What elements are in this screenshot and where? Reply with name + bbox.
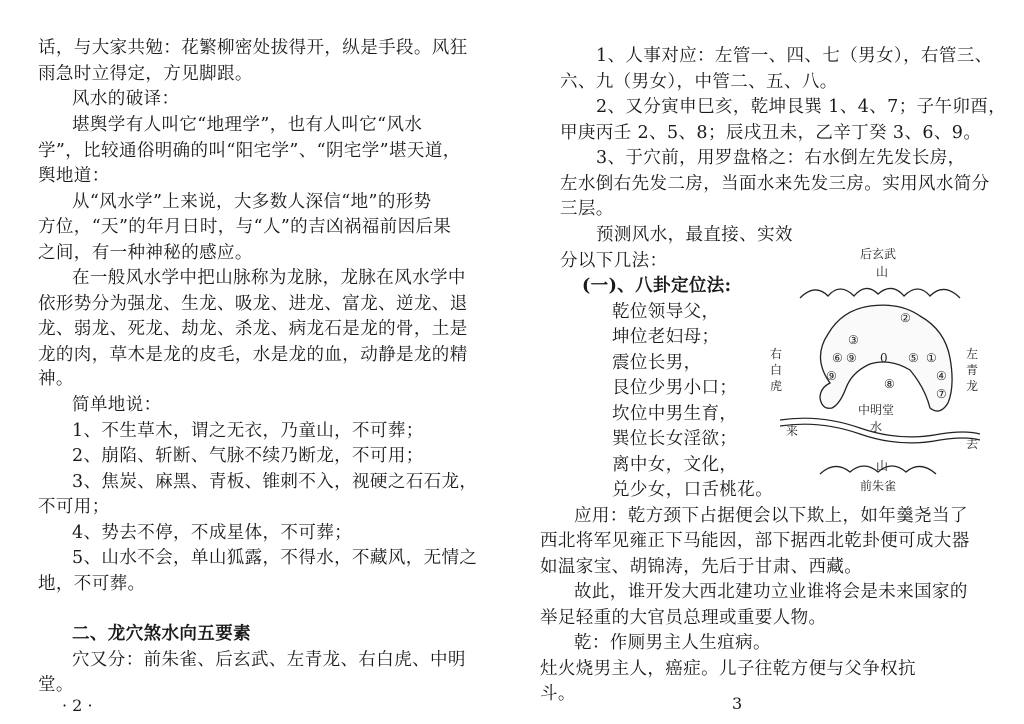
right-line-2: 六、九（男女），中管二、五、八。 [560, 72, 838, 92]
label-zuoqinglong-3: 龙 [966, 379, 979, 393]
label-youbaihu-1: 右 [770, 347, 783, 361]
left-line-7: 从“风水学”上来说，大多数人深信“地”的形势 [72, 192, 432, 212]
circled-9: ⑨ [846, 351, 857, 365]
label-youbaihu-3: 虎 [770, 379, 783, 393]
left-line-12: 龙、弱龙、死龙、劫龙、杀龙、病龙石是龙的骨，土是 [38, 319, 468, 339]
left-line-1: 话，与大家共勉：花繁柳密处拔得开，纵是手段。风狂 [38, 38, 468, 58]
label-youbaihu-2: 白 [770, 363, 783, 377]
left-line-5: 学”，比较通俗明确的叫“阳宅学”、“阴宅学”堪天道， [38, 141, 461, 161]
right-line-19: 应用：乾方颈下占据便会以下欺上，如年羹尧当了 [574, 506, 968, 526]
bagua-line-3: 震位长男， [612, 353, 702, 373]
right-line-1: 1、人事对应：左管一、四、七（男女），右管三、 [596, 46, 993, 66]
page-number-right: 3 [732, 694, 743, 713]
right-line-26: 斗。 [540, 684, 576, 704]
left-line-18: 3、焦炭、麻黑、青板、锥刺不入，视硬之石石龙， [72, 472, 478, 492]
left-line-14: 神。 [38, 369, 74, 389]
right-line-24: 乾：作厕男主人生疽病。 [574, 633, 771, 653]
right-line-7: 三层。 [560, 199, 614, 219]
left-line-9: 之间，有一种神秘的感应。 [38, 243, 253, 263]
label-zhongmingtang: 中明堂 [858, 403, 895, 417]
right-line-4: 甲庚丙壬 2、5、8；辰戌丑未，乙辛丁癸 3、6、9。 [560, 123, 982, 143]
right-line-5: 3、于穴前，用罗盘格之：右水倒左先发长房， [596, 148, 966, 168]
right-line-21: 如温家宝、胡锦涛，先后于甘肃、西藏。 [540, 557, 863, 577]
left-line-17: 2、崩陷、斩断、气脉不续乃断龙，不可用； [72, 446, 424, 466]
right-page [512, 0, 1024, 724]
left-line-2: 雨急时立得定，方见脚跟。 [38, 64, 253, 84]
left-line-15: 简单地说： [72, 395, 162, 415]
right-line-20: 西北将军见雍正下马能因，部下据西北乾卦便可成大器 [540, 531, 970, 551]
label-incoming: 来 [786, 424, 799, 438]
left-line-16: 1、不生草木，谓之无衣，乃童山，不可葬； [72, 421, 424, 441]
left-line-24: 穴又分：前朱雀、后玄武、左青龙、右白虎、中明 [72, 650, 466, 670]
label-zuoqinglong-2: 青 [966, 363, 979, 377]
right-line-22: 故此，谁开发大西北建功立业谁将会是未来国家的 [574, 582, 968, 602]
label-bottom-mountain: 山 [876, 459, 889, 473]
label-qianzhuque: 前朱雀 [860, 479, 897, 493]
left-line-13: 龙的肉，草木是龙的皮毛，水是龙的血，动静是龙的精 [38, 345, 468, 365]
left-line-20: 4、势去不停，不成星体，不可葬； [72, 523, 353, 543]
circled-1: ① [926, 351, 937, 365]
bagua-line-8: 兑少女，口舌桃花。 [612, 480, 774, 500]
circled-6: ⑥ [832, 351, 843, 365]
right-line-9: 分以下几法： [560, 251, 668, 271]
circled-3: ③ [848, 333, 859, 347]
left-line-6: 舆地道： [38, 166, 110, 186]
circled-4: ④ [936, 369, 947, 383]
bagua-line-6: 巽位长女淫欲； [612, 429, 738, 449]
left-line-22: 地，不可葬。 [38, 574, 146, 594]
left-line-4: 堪舆学有人叫它“地理学”，也有人叫它“风水 [72, 115, 423, 135]
label-water: 水 [870, 420, 883, 434]
page-number-left: · 2 · [62, 696, 93, 715]
right-line-25: 灶火烧男主人，癌症。儿子往乾方便与父争权抗 [540, 659, 916, 679]
left-line-10: 在一般风水学中把山脉称为龙脉，龙脉在风水学中 [72, 268, 466, 288]
circled-2: ② [900, 311, 911, 325]
center-zero: 0 [880, 351, 888, 365]
label-top-mountain: 山 [876, 265, 889, 279]
label-zuoqinglong-1: 左 [966, 347, 979, 361]
bagua-line-5: 坎位中男生育， [612, 404, 738, 424]
label-houxuanwu: 后玄武 [860, 247, 897, 261]
circled-5: ⑤ [908, 351, 919, 365]
bagua-line-1: 乾位领导父， [612, 302, 720, 322]
bagua-line-7: 离中女，文化， [612, 455, 738, 475]
circled-7: ⑦ [936, 387, 947, 401]
right-line-8: 预测风水，最直接、实效 [596, 225, 793, 245]
right-line-23: 举足轻重的大官员总理或重要人物。 [540, 608, 827, 628]
top-mountains [800, 288, 960, 298]
circled-9b: ⑨ [826, 369, 837, 383]
bagua-line-2: 坤位老妇母； [612, 327, 720, 347]
left-line-8: 方位，“天”的年月日时，与“人”的吉凶祸福前因后果 [38, 217, 452, 237]
left-line-19: 不可用； [38, 497, 110, 517]
fengshui-diagram [760, 238, 990, 500]
bagua-heading: (一)、八卦定位法: [582, 276, 732, 296]
bagua-line-4: 艮位少男小口； [612, 378, 738, 398]
right-line-3: 2、又分寅申巳亥，乾坤艮巽 1、4、7；子午卯酉， [596, 97, 1007, 117]
section-heading: 二、龙穴煞水向五要素 [72, 624, 251, 644]
left-line-3: 风水的破译： [72, 89, 180, 109]
circled-8: ⑧ [884, 377, 895, 391]
right-line-6: 左水倒右先发二房，当面水来先发三房。实用风水简分 [560, 174, 990, 194]
label-outgoing: 去 [966, 437, 979, 451]
left-line-25: 堂。 [38, 675, 74, 695]
left-line-11: 依形势分为强龙、生龙、吸龙、进龙、富龙、逆龙、退 [38, 294, 468, 314]
left-line-21: 5、山水不会，单山狐露，不得水，不藏风，无情之 [72, 548, 478, 568]
